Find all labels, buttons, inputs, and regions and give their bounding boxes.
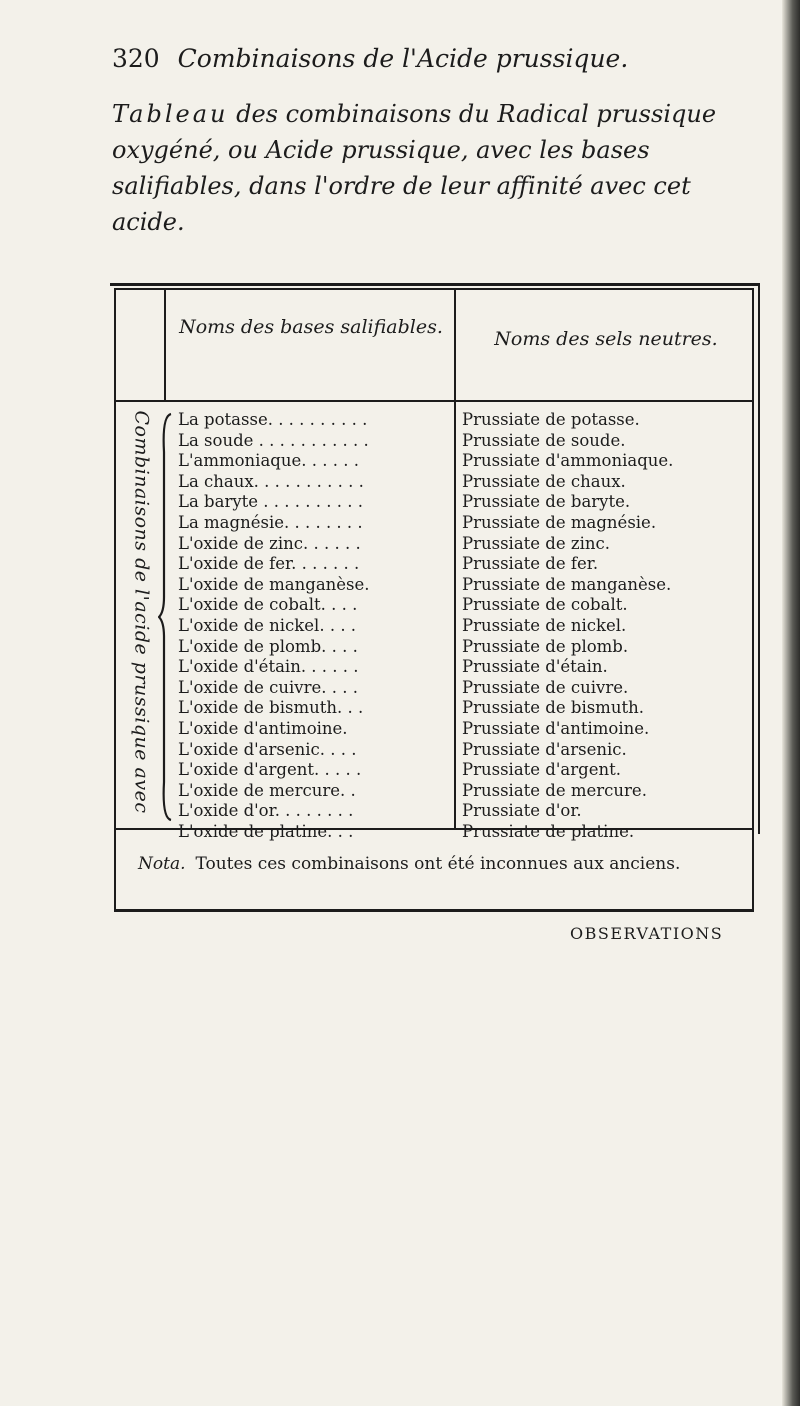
base-entry: L'oxide de manganèse. xyxy=(178,574,370,594)
base-entry: L'oxide de plomb. . . . xyxy=(178,636,358,656)
sel-entry: Prussiate de baryte. xyxy=(462,492,631,512)
sel-entry: Prussiate de zinc. xyxy=(462,533,610,553)
base-entry: L'oxide de mercure. . xyxy=(178,780,356,800)
base-entry: La soude . . . . . . . . . . . xyxy=(178,430,369,450)
base-entry: L'oxide d'arsenic. . . . xyxy=(178,739,357,759)
bases-list xyxy=(178,410,450,842)
sel-entry: Prussiate de soude. xyxy=(462,430,626,450)
base-entry: L'oxide de bismuth. . . xyxy=(178,698,364,718)
base-entry: L'oxide de fer. . . . . . . xyxy=(178,554,360,574)
base-entry: L'ammoniaque. . . . . . xyxy=(178,451,359,471)
table-title-lead: Tableau xyxy=(112,100,229,128)
table-title-rest: des combinaisons du Radical prussique oxygéné, ou Acide prussique, avec les bases salifiables, dans l'ordre de leur affinité avec cet acide. xyxy=(112,100,717,236)
base-entry: L'oxide d'étain. . . . . . xyxy=(178,657,359,677)
base-entry: La baryte . . . . . . . . . . xyxy=(178,492,363,512)
sel-entry: Prussiate de fer. xyxy=(462,554,599,574)
side-label xyxy=(130,412,154,812)
side-label-text: Combinaisons de l'acide prussique avec xyxy=(131,410,153,814)
sel-entry: Prussiate de manganèse. xyxy=(462,574,672,594)
nota-body: Toutes ces combinaisons ont été inconnues aux anciens. xyxy=(195,854,681,874)
header-sels: Noms des sels neutres. xyxy=(494,328,718,350)
sel-entry: Prussiate d'argent. xyxy=(462,760,621,780)
sel-entry: Prussiate de nickel. xyxy=(462,615,627,635)
curly-brace-icon xyxy=(158,412,172,822)
sel-entry: Prussiate de mercure. xyxy=(462,780,647,800)
running-head-title: Combinaisons de l'Acide prussique. xyxy=(177,44,629,73)
sel-entry: Prussiate de bismuth. xyxy=(462,698,644,718)
sel-entry: Prussiate de plomb. xyxy=(462,636,629,656)
base-entry: L'oxide de platine. . . xyxy=(178,821,354,841)
sel-entry: Prussiate de chaux. xyxy=(462,471,626,491)
nota-text xyxy=(138,852,738,877)
sel-entry: Prussiate de potasse. xyxy=(462,410,640,429)
sel-entry: Prussiate de cobalt. xyxy=(462,595,628,615)
base-entry: L'oxide d'or. . . . . . . . xyxy=(178,801,354,821)
header-bases: Noms des bases salifiables. xyxy=(179,316,443,338)
sel-entry: Prussiate de cuivre. xyxy=(462,677,629,697)
base-entry: L'oxide de nickel. . . . xyxy=(178,615,357,635)
sel-entry: Prussiate d'ammoniaque. xyxy=(462,451,674,471)
base-entry: L'oxide d'antimoine. xyxy=(178,718,348,738)
sel-entry: Prussiate de magnésie. xyxy=(462,512,657,532)
page-edge-shadow xyxy=(782,0,800,1406)
base-entry: La chaux. . . . . . . . . . . xyxy=(178,471,364,491)
affinity-table xyxy=(114,288,754,841)
column-divider xyxy=(454,290,456,828)
sel-entry: Prussiate d'or. xyxy=(462,801,582,821)
base-entry: L'oxide de cobalt. . . . xyxy=(178,595,358,615)
sel-entry: Prussiate d'arsenic. xyxy=(462,739,627,759)
sel-entry: Prussiate d'étain. xyxy=(462,657,608,677)
base-entry: L'oxide d'argent. . . . . xyxy=(178,760,362,780)
base-entry: L'oxide de cuivre. . . . xyxy=(178,677,358,697)
header-left-rule xyxy=(164,290,166,400)
sel-entry: Prussiate de platine. xyxy=(462,821,635,841)
page-number: 320 xyxy=(112,44,160,73)
base-entry: La potasse. . . . . . . . . . xyxy=(178,410,368,429)
nota-label: Nota. xyxy=(138,854,186,874)
base-entry: La magnésie. . . . . . . . xyxy=(178,512,363,532)
catchword: OBSERVATIONS xyxy=(570,924,724,943)
running-head xyxy=(112,44,752,73)
sel-entry: Prussiate d'antimoine. xyxy=(462,718,650,738)
base-entry: L'oxide de zinc. . . . . . xyxy=(178,533,361,553)
table-title xyxy=(112,96,762,240)
nota-box xyxy=(114,830,754,912)
sels-list xyxy=(462,410,752,842)
